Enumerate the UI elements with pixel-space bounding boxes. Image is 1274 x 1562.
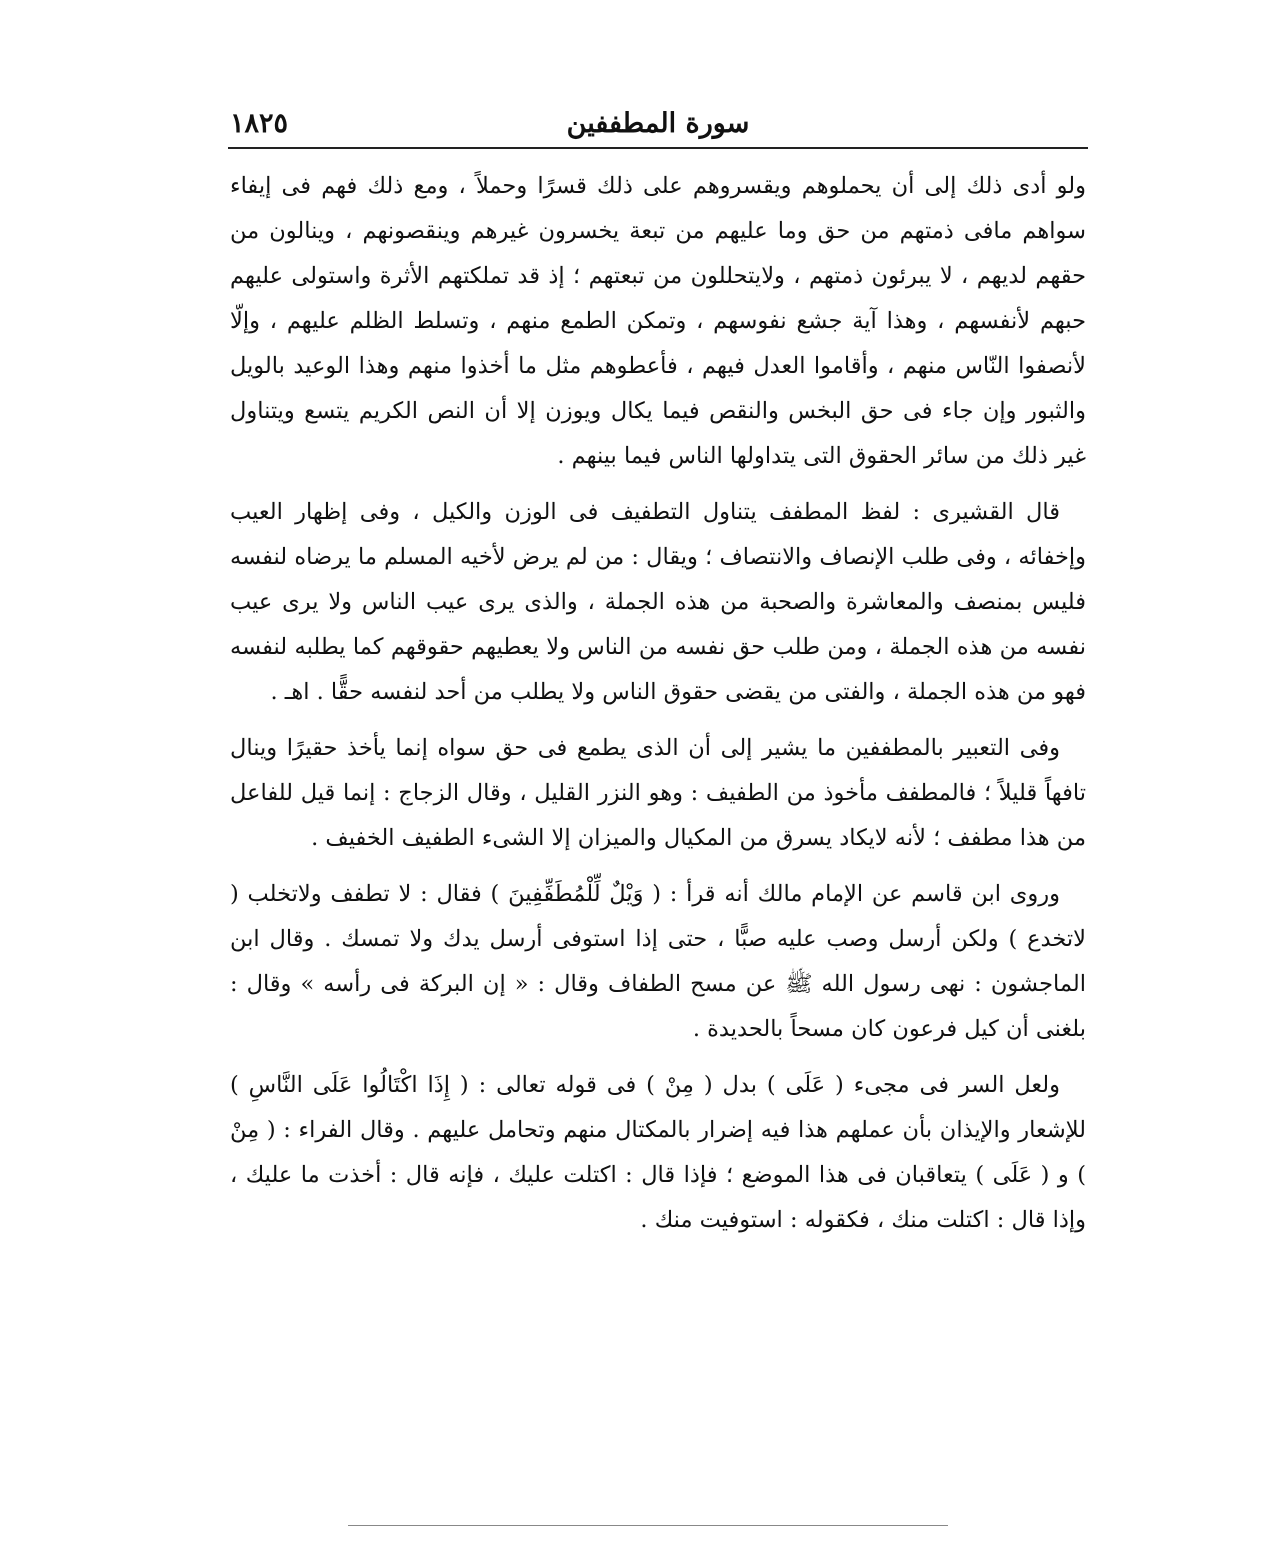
paragraph-5: ولعل السر فى مجىء ( عَلَى ) بدل ( مِنْ ) فى قوله تعالى : ( إِذَا اكْتَالُوا عَلَى النَّاسِ ) للإشعار والإيذان بأن عملهم هذا فيه إضرار بالمكتال منهم وتحامل عليهم . وقال الفراء : ( مِنْ ) و ( عَلَى ) يتعاقبان فى هذا الموضع ؛ فإذا قال : اكتلت عليك ، فإنه قال : أخذت ما عليك ، وإذا قال : اكتلت منك ، فكقوله : استوفيت منك .	[230, 1072, 1086, 1233]
paragraph-2: قال القشيرى : لفظ المطفف يتناول التطفيف فى الوزن والكيل ، وفى إظهار العيب وإخفائه ، وفى طلب الإنصاف والانتصاف ؛ ويقال : من لم يرض لأخيه المسلم ما يرضاه لنفسه فليس بمنصف والمعاشرة والصحبة من هذه الجملة ، والذى يرى عيب الناس ولا يرى عيب نفسه من هذه الجملة ، ومن طلب حق نفسه من الناس ولا يعطيهم حقوقهم كما يطلبه لنفسه فهو من هذه الجملة ، والفتى من يقضى حقوق الناس ولا يطلب من أحد لنفسه حقًّا . اهـ .	[230, 499, 1086, 705]
header-divider	[228, 147, 1088, 149]
page-header	[228, 104, 1088, 148]
body-text	[230, 164, 1086, 1243]
paragraph-3: وفى التعبير بالمطففين ما يشير إلى أن الذى يطمع فى حق سواه إنما يأخذ حقيرًا وينال تافهاً قليلاً ؛ فالمطفف مأخوذ من الطفيف : وهو النزر القليل ، وقال الزجاج : إنما قيل للفاعل من هذا مطفف ؛ لأنه لايكاد يسرق من المكيال والميزان إلا الشىء الطفيف الخفيف .	[230, 735, 1086, 851]
surah-title: سورة المطففين	[566, 108, 750, 139]
footer-divider	[348, 1525, 948, 1526]
paragraph-4: وروى ابن قاسم عن الإمام مالك أنه قرأ : ( وَيْلٌ لِّلْمُطَفِّفِينَ ) فقال : لا تطفف ولاتخلب ( لاتخدع ) ولكن أرسل وصب عليه صبًّا ، حتى إذا استوفى أرسل يدك ولا تمسك . وقال ابن الماجشون : نهى رسول الله ﷺ عن مسح الطفاف وقال : « إن البركة فى رأسه » وقال : بلغنى أن كيل فرعون كان مسحاً بالحديدة .	[230, 881, 1086, 1042]
paragraph-1: ولو أدى ذلك إلى أن يحملوهم ويقسروهم على ذلك قسرًا وحملاً ، ومع ذلك فهم فى إيفاء سواهم مافى ذمتهم من حق وما عليهم من تبعة يخسرون غيرهم وينقصونهم ، وينالون من حقهم لديهم ، لا يبرئون ذمتهم ، ولايتحللون من تبعتهم ؛ إذ قد تملكتهم الأثرة واستولى عليهم حبهم لأنفسهم ، وهذا آية جشع نفوسهم ، وتمكن الطمع منهم ، وتسلط الظلم عليهم ، وإلّا لأنصفوا النّاس منهم ، وأقاموا العدل فيهم ، فأعطوهم مثل ما أخذوا منهم وهذا الوعيد بالويل والثبور وإن جاء فى حق البخس والنقص فيما يكال ويوزن إلا أن النص الكريم يتسع ويتناول غير ذلك من سائر الحقوق التى يتداولها الناس فيما بينهم .	[230, 173, 1086, 469]
page-number: ١٨٢٥	[230, 108, 289, 139]
